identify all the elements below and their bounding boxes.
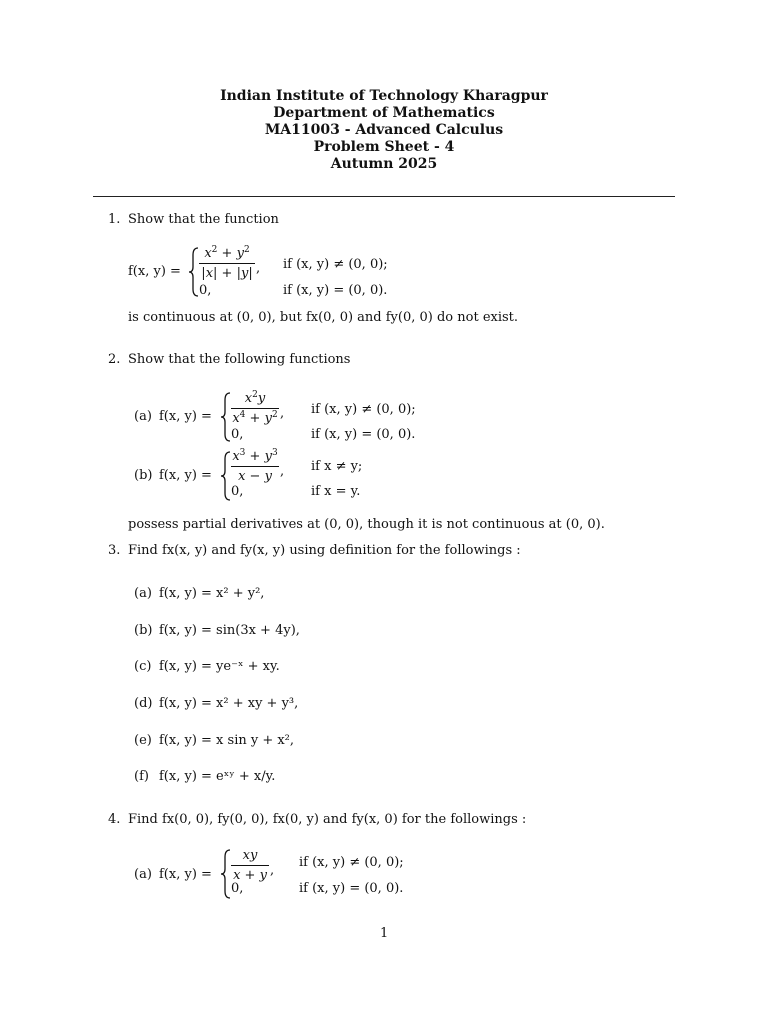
numerator: $x^3 + y^3$ (232, 448, 278, 464)
function-lhs: f(x, y) = (159, 867, 212, 882)
numerator: xy (242, 848, 258, 863)
case1-condition: if (x, y) ≠ (0, 0); (283, 257, 388, 272)
case1-condition: if (x, y) ≠ (0, 0); (311, 402, 416, 417)
case1-fraction (231, 450, 279, 483)
department-name: Department of Mathematics (273, 105, 495, 121)
case1-condition: if x ≠ y; (311, 459, 363, 474)
problem-number: 4. (108, 812, 121, 827)
item-expression: f(x, y) = x sin y + x², (159, 733, 295, 748)
problem-conclusion: possess partial derivatives at (0, 0), though it is not continuous at (0, 0). (128, 517, 605, 532)
item-label: (d) (134, 696, 153, 711)
term: Autumn 2025 (330, 156, 438, 172)
item-label: (a) (134, 586, 152, 601)
case1-fraction (231, 392, 279, 425)
item-label: (b) (134, 468, 153, 483)
function-lhs: f(x, y) = (159, 409, 212, 424)
denominator: $x^4 + y^2$ (232, 410, 278, 426)
numerator: $x^2y$ (244, 390, 266, 406)
item-label: (b) (134, 623, 153, 638)
denominator: |x| + |y| (201, 266, 253, 281)
case2-value: 0, (231, 427, 244, 442)
problem-conclusion: is continuous at (0, 0), but fx(0, 0) and fy(0, 0) do not exist. (128, 310, 519, 325)
institute-name: Indian Institute of Technology Kharagpur (220, 88, 548, 104)
function-lhs: f(x, y) = (128, 264, 181, 279)
function-lhs: f(x, y) = (159, 468, 212, 483)
numerator: $x^2 + y^2$ (204, 245, 250, 261)
item-expression: f(x, y) = eˣʸ + x/y. (159, 769, 276, 784)
problem-statement: Show that the following functions (128, 352, 351, 367)
denominator: x + y (233, 868, 267, 883)
item-label: (f) (134, 769, 149, 784)
case2-value: 0, (231, 881, 244, 896)
problem-number: 3. (108, 543, 121, 558)
problem-statement: Find fx(0, 0), fy(0, 0), fx(0, y) and fy(x, 0) for the followings : (128, 812, 527, 827)
item-label: (c) (134, 659, 152, 674)
item-expression: f(x, y) = sin(3x + 4y), (159, 623, 300, 638)
case1-condition: if (x, y) ≠ (0, 0); (299, 855, 404, 870)
item-expression: f(x, y) = ye⁻ˣ + xy. (159, 659, 280, 674)
problem-number: 1. (108, 212, 121, 227)
case2-condition: if (x, y) = (0, 0). (283, 283, 388, 298)
course-title: MA11003 - Advanced Calculus (264, 122, 504, 138)
item-label: (a) (134, 867, 152, 882)
item-expression: f(x, y) = x² + y², (159, 586, 265, 601)
denominator: x − y (238, 469, 272, 484)
case2-condition: if (x, y) = (0, 0). (311, 427, 416, 442)
case1-fraction (231, 849, 269, 882)
item-label: (a) (134, 409, 152, 424)
header-divider (93, 196, 675, 197)
problem-statement: Show that the function (128, 212, 279, 227)
case2-value: 0, (231, 484, 244, 499)
page-number: 1 (380, 926, 389, 941)
item-label: (e) (134, 733, 152, 748)
problem-statement: Find fx(x, y) and fy(x, y) using definition for the followings : (128, 543, 521, 558)
case2-condition: if x = y. (311, 484, 361, 499)
case2-value: 0, (199, 283, 212, 298)
case2-condition: if (x, y) = (0, 0). (299, 881, 404, 896)
case1-fraction (199, 247, 255, 280)
item-expression: f(x, y) = x² + xy + y³, (159, 696, 299, 711)
problem-number: 2. (108, 352, 121, 367)
sheet-title: Problem Sheet - 4 (313, 139, 455, 155)
